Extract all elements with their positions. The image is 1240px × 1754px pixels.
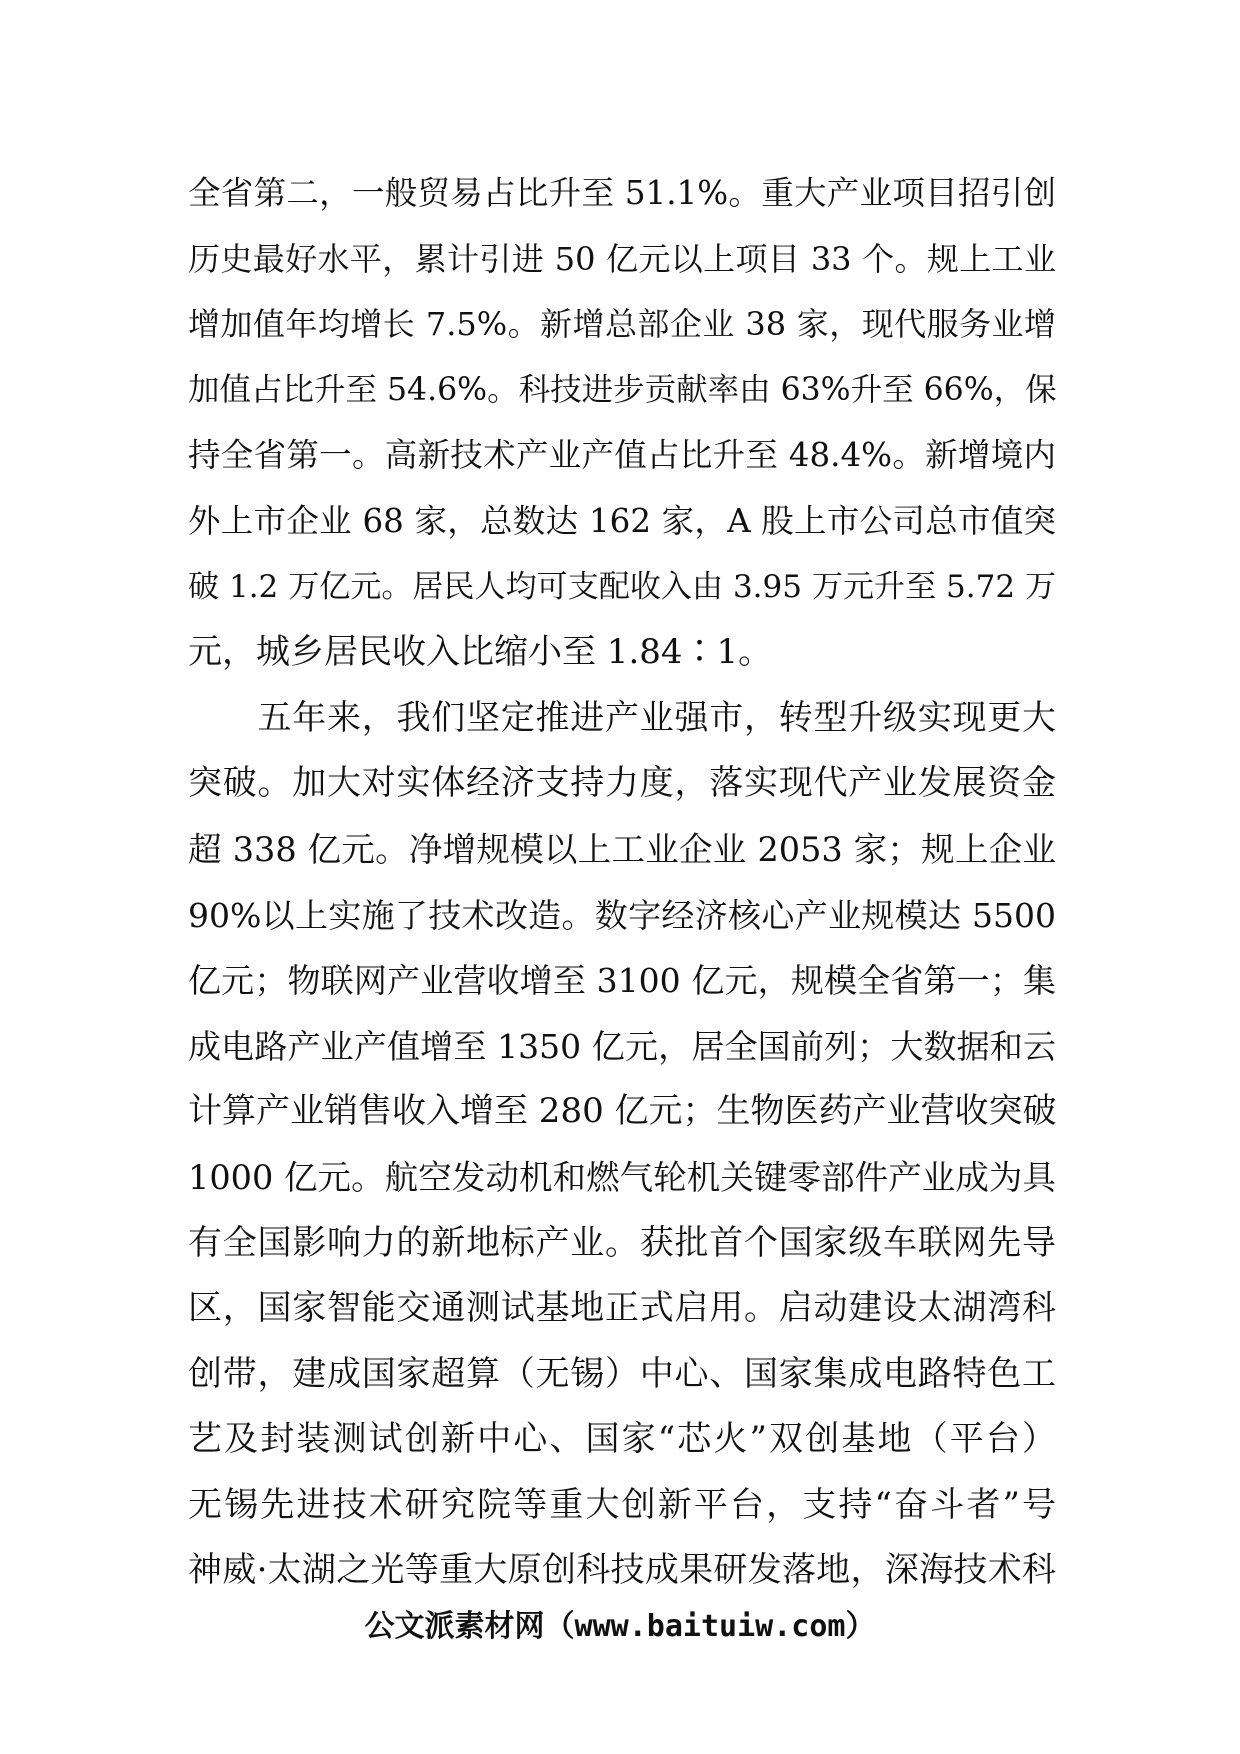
text-line: 持全省第一。高新技术产业产值占比升至 48.4%。新增境内 xyxy=(188,436,1056,475)
text-line: 有全国影响力的新地标产业。获批首个国家级车联网先导 xyxy=(188,1222,1056,1263)
text-line: 外上市企业 68 家，总数达 162 家，A 股上市公司总市值突 xyxy=(188,501,1056,540)
text-line: 增加值年均增长 7.5%。新增总部企业 38 家，现代服务业增 xyxy=(188,305,1056,344)
page-footer: 公文派素材网（www.baituiw.com） xyxy=(364,1609,876,1644)
text-line: 破 1.2 万亿元。居民人均可支配收入由 3.95 万元升至 5.72 万 xyxy=(188,568,1056,605)
text-line: 超 338 亿元。净增规模以上工业企业 2053 家；规上企业 xyxy=(188,829,1056,869)
text-line: 历史最好水平，累计引进 50 亿元以上项目 33 个。规上工业 xyxy=(188,239,1056,278)
text-line: 区，国家智能交通测试基地正式启用。启动建设太湖湾科 xyxy=(188,1288,1056,1329)
text-line: 神威·太湖之光等重大原创科技成果研发落地，深海技术科 xyxy=(188,1550,1056,1591)
text-line: 成电路产业产值增至 1350 亿元，居全国前列；大数据和云 xyxy=(188,1026,1056,1066)
text-line: 计算产业销售收入增至 280 亿元；生物医药产业营收突破 xyxy=(188,1091,1057,1132)
text-line: 全省第二，一般贸易占比升至 51.1%。重大产业项目招引创 xyxy=(188,174,1056,212)
document-body xyxy=(188,161,1056,1604)
text-line: 1000 亿元。航空发动机和燃气轮机关键零部件产业成为具 xyxy=(188,1157,1056,1197)
text-line: 无锡先进技术研究院等重大创新平台，支持“奋斗者”号 xyxy=(188,1484,1056,1525)
text-line: 亿元；物联网产业营收增至 3100 亿元，规模全省第一；集 xyxy=(188,961,1056,1001)
text-line: 元，城乡居民收入比缩小至 1.84∶1。 xyxy=(188,632,773,673)
text-line: 突破。加大对实体经济支持力度，落实现代产业发展资金 xyxy=(188,763,1056,804)
text-line: 五年来，我们坚定推进产业强市，转型升级实现更大 xyxy=(188,697,1056,738)
text-line: 创带，建成国家超算（无锡）中心、国家集成电路特色工 xyxy=(188,1353,1056,1394)
text-line: 90%以上实施了技术改造。数字经济核心产业规模达 5500 xyxy=(188,895,1056,935)
text-line: 加值占比升至 54.6%。科技进步贡献率由 63%升至 66%，保 xyxy=(188,371,1057,408)
text-line: 艺及封装测试创新中心、国家“芯火”双创基地（平台） xyxy=(188,1419,1056,1460)
